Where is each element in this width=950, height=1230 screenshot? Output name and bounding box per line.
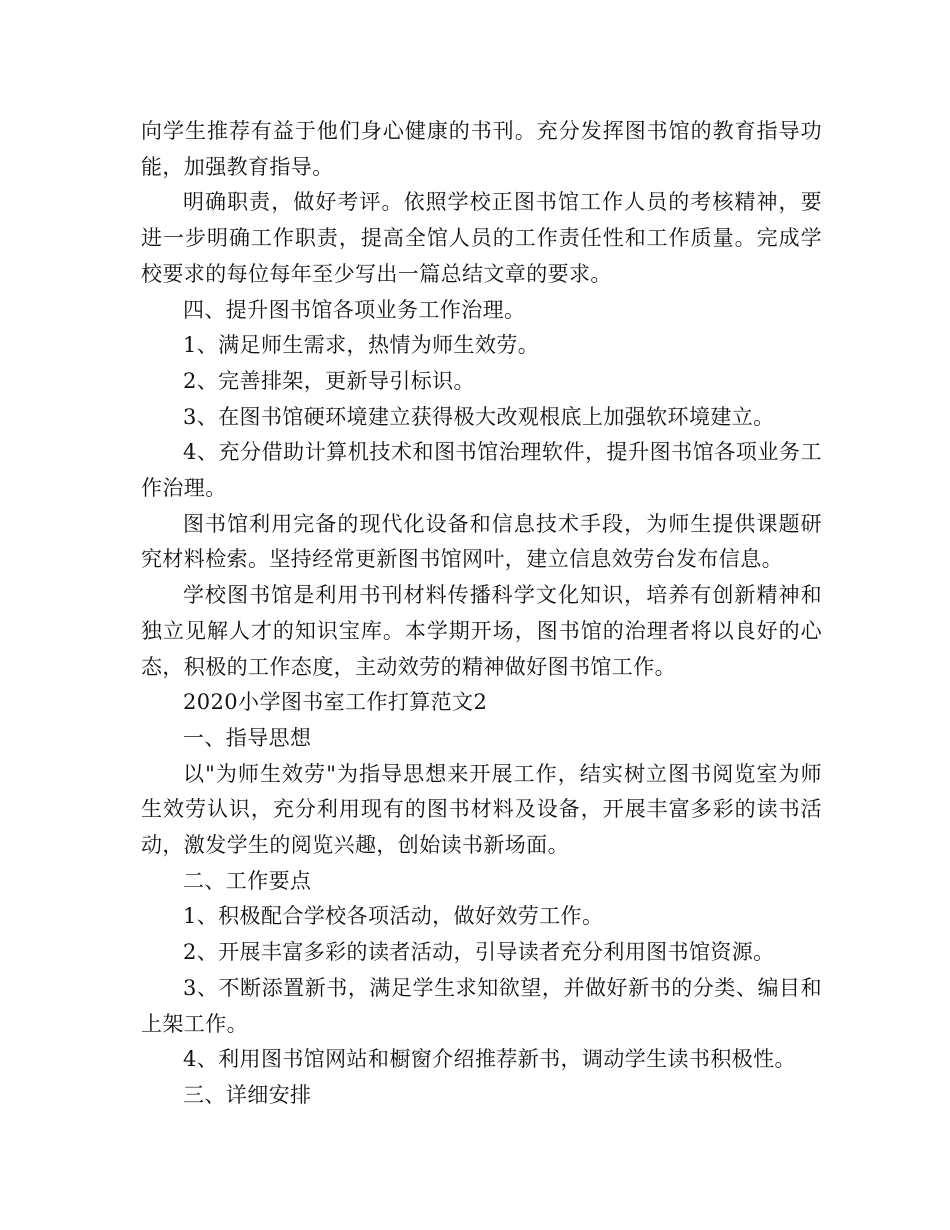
document-subtitle: 2020小学图书室工作打算范文2 [183,690,488,715]
section-heading-3: 三、详细安排 [183,1082,312,1107]
paragraph-2: 明确职责，做好考评。依照学校正图书馆工作人员的考核精神，要进一步明确工作职责，提高全馆人员的工作责任性和工作质量。完成学校要求的每位每年至少写出一篇总结文章的要求。 [141,190,822,286]
list-item: 1、积极配合学校各项活动，做好效劳工作。 [183,904,604,929]
paragraph-4: 学校图书馆是利用书刊材料传播科学文化知识，培养有创新精神和独立见解人才的知识宝库。本学期开场，图书馆的治理者将以良好的心态，积极的工作态度，主动效劳的精神做好图书馆工作。 [141,583,822,679]
list-item: 4、充分借助计算机技术和图书馆治理软件，提升图书馆各项业务工作治理。 [141,440,822,501]
section-heading-1: 一、指导思想 [183,725,312,750]
list-item: 4、利用图书馆网站和橱窗介绍推荐新书，调动学生读书积极性。 [183,1047,796,1072]
paragraph-5: 以"为师生效劳"为指导思想来开展工作，结实树立图书阅览室为师生效劳认识，充分利用现有的图书材料及设备，开展丰富多彩的读书活动，激发学生的阅览兴趣，创始读书新场面。 [141,761,822,858]
paragraph-1: 向学生推荐有益于他们身心健康的书刊。充分发挥图书馆的教育指导功能，加强教育指导。 [141,119,822,179]
list-item: 1、满足师生需求，热情为师生效劳。 [183,333,540,358]
section-heading-2: 二、工作要点 [183,868,312,893]
paragraph-3: 图书馆利用完备的现代化设备和信息技术手段，为师生提供课题研究材料检索。坚持经常更新图书馆网叶，建立信息效劳台发布信息。 [141,511,822,572]
list-item: 2、开展丰富多彩的读者活动，引导读者充分利用图书馆资源。 [183,940,775,965]
list-item: 3、不断添置新书，满足学生求知欲望，并做好新书的分类、编目和上架工作。 [141,975,822,1036]
section-heading-4: 四、提升图书馆各项业务工作治理。 [183,297,526,322]
list-item: 2、完善排架，更新导引标识。 [183,368,475,393]
list-item: 3、在图书馆硬环境建立获得极大改观根底上加强软环境建立。 [183,404,775,429]
